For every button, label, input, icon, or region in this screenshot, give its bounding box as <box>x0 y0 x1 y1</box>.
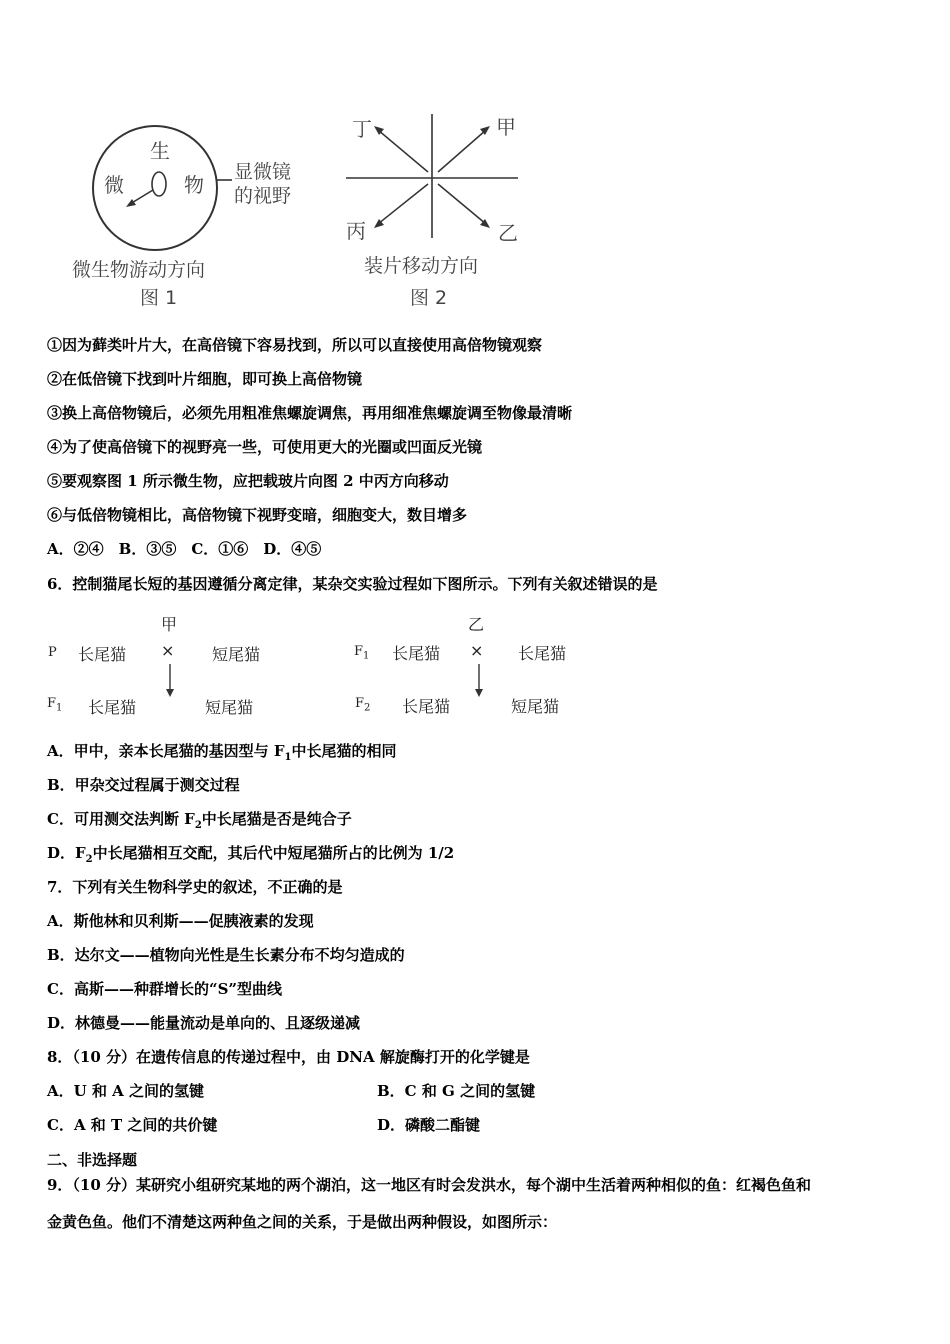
cross-a-child-1: 长尾猫 <box>88 698 137 717</box>
cross-b-parent-1: 长尾猫 <box>392 644 441 663</box>
corner-label-ding: 丁 <box>352 117 372 141</box>
q8-option-b: B．C 和 G 之间的氢键 <box>377 1082 536 1100</box>
statement-5: ⑤要观察图 1 所示微生物，应把载玻片向图 2 中丙方向移动 <box>47 472 449 490</box>
cross-a-f-label: $F_1$ <box>47 696 63 714</box>
statement-6: ⑥与低倍物镜相比，高倍物镜下视野变暗，细胞变大，数目增多 <box>47 506 468 524</box>
cross-a-title: 甲 <box>161 615 178 634</box>
section-heading-nonchoice: 二、非选择题 <box>47 1151 138 1169</box>
corner-label-jia: 甲 <box>496 115 516 139</box>
figure2-name: 图 2 <box>410 287 448 309</box>
cross-a-p-label: P <box>48 645 57 660</box>
q8-option-c: C．A 和 T 之间的共价键 <box>47 1116 218 1134</box>
q6-option-b: B．甲杂交过程属于测交过程 <box>47 776 240 794</box>
cross-a-parent-2: 短尾猫 <box>212 645 261 664</box>
statement-4: ④为了使高倍镜下的视野亮一些，可使用更大的光圈或凹面反光镜 <box>47 438 483 456</box>
q7-option-c: C．高斯——种群增长的“S”型曲线 <box>47 980 283 998</box>
cross-b-f-label: $F_2$ <box>355 696 371 714</box>
q6-option-d: D．$F_2$中长尾猫相互交配，其后代中短尾猫所占的比例为 1/2 <box>47 844 455 865</box>
cross-a-down-arrow <box>164 664 176 698</box>
q9-line-2: 金黄色鱼。他们不清楚这两种鱼之间的关系，于是做出两种假设，如图所示： <box>47 1213 558 1231</box>
arrow-to-yi <box>438 184 486 224</box>
swim-arrowhead-icon <box>126 199 136 207</box>
q6-stem: 6．控制猫尾长短的基因遵循分离定律，某杂交实验过程如下图所示。下列有关叙述错误的是 <box>47 575 658 593</box>
figure1-caption: 微生物游动方向 <box>72 259 206 281</box>
figure-2 <box>340 108 540 313</box>
q7-option-d: D．林德曼——能量流动是单向的、且逐级递减 <box>47 1014 361 1032</box>
figure2-caption: 装片移动方向 <box>364 255 479 277</box>
figure-1 <box>60 108 320 313</box>
figure1-side-label-2: 的视野 <box>234 185 292 207</box>
figure1-side-label-1: 显微镜 <box>234 161 292 183</box>
q7-stem: 7．下列有关生物科学史的叙述，不正确的是 <box>47 878 343 896</box>
figure1-char-sheng: 生 <box>150 139 170 163</box>
cross-a-child-2: 短尾猫 <box>205 698 254 717</box>
cross-b-cross-sign: × <box>470 641 484 660</box>
figure1-name: 图 1 <box>140 287 178 309</box>
microorganism-shape <box>152 172 166 196</box>
q8-stem: 8．（10 分）在遗传信息的传递过程中，由 DNA 解旋酶打开的化学键是 <box>47 1048 530 1066</box>
corner-label-yi: 乙 <box>498 221 518 245</box>
cross-b-down-arrow <box>473 664 485 698</box>
figure1-char-wei: 微 <box>104 173 124 197</box>
q8-option-a: A．U 和 A 之间的氢键 <box>47 1082 205 1100</box>
cross-b-p-label: $F_1$ <box>354 644 370 662</box>
q5-options: A．②④ B．③⑤ C．①⑥ D．④⑤ <box>47 540 322 558</box>
cross-b-child-1: 长尾猫 <box>402 697 451 716</box>
q7-option-b: B．达尔文——植物向光性是生长素分布不均匀造成的 <box>47 946 405 964</box>
statement-3: ③换上高倍物镜后，必须先用粗准焦螺旋调焦，再用细准焦螺旋调至物像最清晰 <box>47 404 573 422</box>
statement-2: ②在低倍镜下找到叶片细胞，即可换上高倍物镜 <box>47 370 363 388</box>
q9-line-1: 9．（10 分）某研究小组研究某地的两个湖泊，这一地区有时会发洪水，每个湖中生活着两种相似的鱼：红褐色鱼和 <box>47 1176 812 1194</box>
arrow-to-bing <box>378 184 428 224</box>
q8-option-d: D．磷酸二酯键 <box>377 1116 481 1134</box>
figure1-char-wu: 物 <box>184 173 204 197</box>
q7-option-a: A．斯他林和贝利斯——促胰液素的发现 <box>47 912 314 930</box>
arrow-to-jia <box>438 130 486 172</box>
statement-1: ①因为藓类叶片大，在高倍镜下容易找到，所以可以直接使用高倍物镜观察 <box>47 336 543 354</box>
cross-a-parent-1: 长尾猫 <box>78 645 127 664</box>
cross-b-child-2: 短尾猫 <box>511 697 560 716</box>
q6-option-c: C．可用测交法判断 $F_2$中长尾猫是否是纯合子 <box>47 810 352 831</box>
cross-b-title: 乙 <box>468 615 485 634</box>
cross-b-parent-2: 长尾猫 <box>518 644 567 663</box>
arrow-to-ding <box>378 130 428 172</box>
corner-label-bing: 丙 <box>346 219 366 243</box>
q6-option-a: A．甲中，亲本长尾猫的基因型与 $F_1$中长尾猫的相同 <box>47 742 397 763</box>
cross-a-cross-sign: × <box>161 641 175 660</box>
